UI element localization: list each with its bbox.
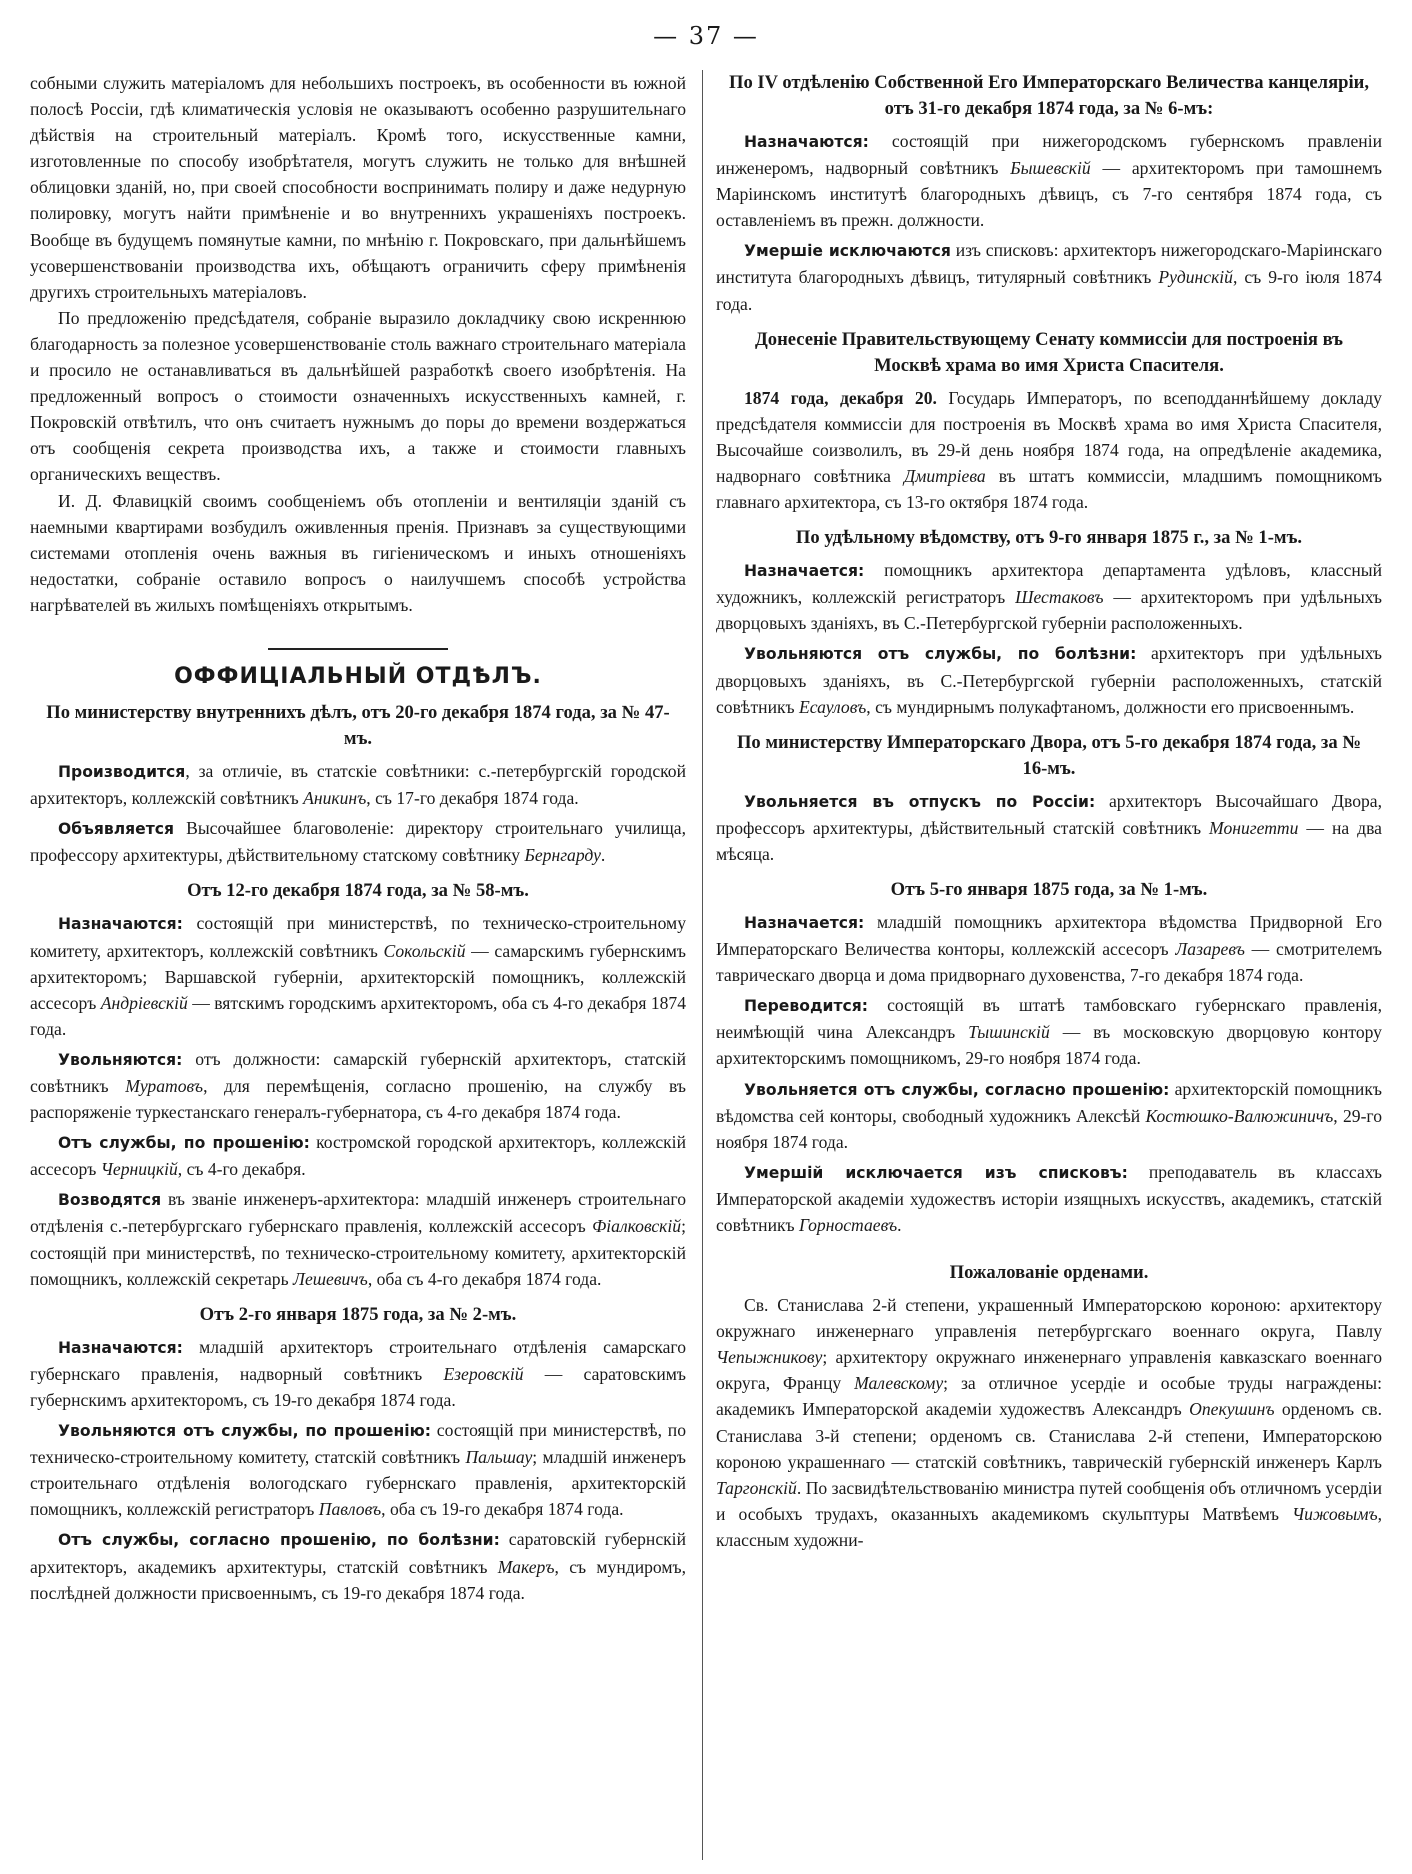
entry-title-elevation: Возводятся въ званіе инженеръ-архитектора: младшій инженеръ строительнаго отдѣленія с.-петербургскаго губернскаго правленія, коллежскій ассесоръ Фіалковскій; состоящій при министерствѣ, по техническо-строительному комитету, архитекторскій помощникъ, коллежскій секретарь Лешевичъ, оба съ 4-го декабря 1874 года. <box>30 1189 686 1289</box>
entry-appointment-lazarev: Назначается: младшій помощникъ архитектора вѣдомства Придворной Его Императорскаго Величества конторы, коллежскій ассесоръ Лазаревъ — смотрителемъ таврическаго дворца и дома придворнаго духовенства, 7-го декабря 1874 года. <box>716 911 1382 986</box>
entry-deceased-gornostaev: Умершій исключается изъ списковъ: преподаватель въ классахъ Императорской академіи художествъ исторіи изящныхъ искусствъ, академикъ, статскій совѣтникъ Горностаевъ. <box>716 1161 1382 1235</box>
entry-dismissal-esaulov: Увольняются отъ службы, по болѣзни: архитекторъ при удѣльныхъ дворцовыхъ зданіяхъ, въ С.-Петербургской губерніи расположенныхъ, статскій совѣтникъ Есауловъ, съ мундирнымъ полукафтаномъ, должности его присвоеннымъ. <box>716 643 1382 717</box>
heading-order-58: Отъ 12-го декабря 1874 года, за № 58-мъ. <box>187 880 529 902</box>
heading-orders-awarded: Пожалованіе орденами. <box>949 1262 1149 1284</box>
entry-appointment-bychevsky: Назначаются: состоящій при нижегородскомъ губернскомъ правленіи инженеромъ, надворный совѣтникъ Бышевскій — архитекторомъ при тамошнемъ Маріинскомъ институтѣ благородныхъ дѣвицъ, съ 7-го сентября 1874 года, съ оставленіемъ въ прежн. должности. <box>716 131 1382 231</box>
heading-order-1: Отъ 5-го января 1875 года, за № 1-мъ. <box>890 878 1208 900</box>
paragraph-thanks: По предложенію предсѣдателя, собраніе выразило докладчику свою искреннюю благодарность за полезное усовершенствованіе столь важнаго строительнаго матеріала и просило не останавливаться въ дальнѣйшей разработкѣ своего изобрѣтенія. На предложенный вопросъ о стоимости означенныхъ искусственныхъ камней, г. Покровскій отвѣтилъ, что онъ считаетъ нужнымъ до поры до времени воздержаться отъ сообщенія секрета производства ихъ, а также и стоимости главныхъ органическихъ веществъ. <box>30 307 686 485</box>
official-section-title: ОФФИЦІАЛЬНЫЙ ОТДѢЛЪ. <box>174 663 542 689</box>
entry-dismissals-58: Увольняются: отъ должности: самарскій губернскій архитекторъ, статскій совѣтникъ Муратовъ, для перемѣщенія, согласно прошенію, на службу въ распоряженіе туркестанскаго генералъ-губернатора, съ 4-го декабря 1874 года. <box>30 1048 687 1123</box>
heading-imperial-court: По министерству Императорскаго Двора, отъ 5-го декабря 1874 года, за № 16-мъ. <box>736 731 1362 779</box>
entry-appointments-58: Назначаются: состоящій при министерствѣ, по техническо-строительному комитету, архитекторъ, коллежскій совѣтникъ Сокольскій — самарскимъ губернскимъ архитекторомъ; Варшавской губерніи, архитекторскій помощникъ, коллежскій ассесоръ Андріевскій — вятскимъ городскимъ архитекторомъ, оба съ 4-го декабря 1874 года. <box>30 913 687 1039</box>
heading-senate-report: Донесеніе Правительствующему Сенату коммиссіи для построенія въ Москвѣ храма во имя Христа Спасителя. <box>755 328 1343 376</box>
section-rule <box>268 648 448 650</box>
heading-order-2: Отъ 2-го января 1875 года, за № 2-мъ. <box>199 1303 517 1325</box>
right-column <box>716 70 1382 1553</box>
entry-commendation: Объявляется Высочайшее благоволеніе: директору строительнаго училища, профессору архитектуры, дѣйствительному статскому совѣтнику Бернгарду. <box>30 818 686 866</box>
paragraph-stone-materials: собными служить матеріаломъ для небольшихъ построекъ, въ особенности въ южной полосѣ Россіи, гдѣ климатическія условія не оказываютъ особенно разрушительнаго дѣйствія на строительный матеріалъ. Кромѣ того, искусственные камни, изготовленные по способу изобрѣтателя, могутъ служить не только для внѣшней облицовки зданій, но, при своей способности воспринимать полиру и даже недурную полировку, могутъ найти примѣненіе и во внутреннихъ украшеніяхъ построекъ. Вообще въ будущемъ помянутые камни, по мнѣнію г. Покровскаго, при дальнѣйшемъ усовершенствованіи производства ихъ, обѣщаютъ ограничить сферу примѣненія другихъ строительныхъ матеріаловъ. <box>30 73 686 302</box>
paragraph-orders: Св. Станислава 2-й степени, украшенный Императорскою короною: архитектору окружнаго инженернаго управленія петербургскаго военнаго округа, Павлу Чепыжникову; архитектору окружнаго инженернаго управленія кавказскаго военнаго округа, Францу Малевскому; за отличное усердіе и особые труды награждены: академикъ Императорской академіи художествъ Александръ Опекушинъ орденомъ св. Станислава 3-й степени; орденомъ св. Станислава 2-й степени, Императорскою короною украшеннаго — статскій совѣтникъ, таврическій губернскій инженеръ Карлъ Таргонскій. По засвидѣтельствованію министра путей сообщенія объ отличномъ усердіи и особыхъ трудахъ, оказанныхъ академикомъ скульптуры Матвѣемъ Чижовымъ, классным художни- <box>716 1295 1382 1550</box>
paragraph-heating: И. Д. Флавицкій своимъ сообщеніемъ объ отопленіи и вентиляціи зданій съ наемными квартирами возбудилъ оживленныя пренія. Признавъ за существующими системами отопленія очень важныя въ гигіеническомъ и иныхъ отношеніяхъ недостатки, собраніе оставило вопросъ о наилучшемъ способѣ устройства нагрѣвателей въ жилыхъ помѣщеніяхъ открытымъ. <box>30 490 686 615</box>
heading-appanage: По удѣльному вѣдомству, отъ 9-го января 1875 г., за № 1-мъ. <box>795 527 1303 549</box>
entry-resignation-request: Отъ службы, по прошенію: костромской городской архитекторъ, коллежскій ассесоръ Черницкій, съ 4-го декабря. <box>30 1132 686 1180</box>
entry-appointments-2: Назначаются: младшій архитекторъ строительнаго отдѣленія самарскаго губернскаго правленія, надворный совѣтникъ Езеровскій — саратовскимъ губернскимъ архитекторомъ, съ 19-го декабря 1874 года. <box>30 1336 686 1410</box>
entry-illness-dismissal: Отъ службы, согласно прошенію, по болѣзни: саратовскій губернскій архитекторъ, академикъ архитектуры, статскій совѣтникъ Макеръ, съ мундиромъ, послѣдней должности присвоеннымъ, съ 19-го декабря 1874 года. <box>30 1529 687 1603</box>
entry-transfer-tyshinsky: Переводится: состоящій въ штатѣ тамбовскаго губернскаго правленія, неимѣющій чина Александръ Тышинскій — въ московскую дворцовую контору архитекторскимъ помощникомъ, 29-го ноября 1874 года. <box>716 995 1382 1069</box>
entry-deceased-rudinsky: Умершіе исключаются изъ списковъ: архитекторъ нижегородскаго-Маріинскаго института благородныхъ дѣвицъ, титулярный совѣтникъ Рудинскій, съ 9-го іюля 1874 года. <box>716 240 1382 314</box>
entry-leave-monighetti: Увольняется въ отпускъ по Россіи: архитекторъ Высочайшаго Двора, профессоръ архитектуры, дѣйствительный статскій совѣтникъ Монигетти — на два мѣсяца. <box>716 790 1382 864</box>
entry-resignation-kostyushko: Увольняется отъ службы, согласно прошенію: архитекторскій помощникъ вѣдомства сей конторы, свободный художникъ Алексѣй Костюшко-Валюжиничъ, 29-го ноября 1874 года. <box>716 1078 1383 1152</box>
heading-interior-ministry: По министерству внутреннихъ дѣлъ, отъ 20-го декабря 1874 года, за № 47-мъ. <box>46 702 670 750</box>
entry-promotion: Производится, за отличіе, въ статскіе совѣтники: с.-петербургскій городской архитекторъ, коллежскій совѣтникъ Аникинъ, съ 17-го декабря 1874 года. <box>30 761 686 809</box>
entry-appointment-shestakov: Назначается: помощникъ архитектора департамента удѣловъ, классный художникъ, коллежскій регистраторъ Шестаковъ — архитекторомъ при удѣльныхъ дворцовыхъ зданіяхъ, въ С.-Петербургской губерніи расположенныхъ. <box>716 560 1382 634</box>
heading-fourth-department: По IV отдѣленію Собственной Его Императорскаго Величества канцеляріи, отъ 31-го декабря 1874 года, за № 6-мъ: <box>728 72 1369 119</box>
column-divider <box>702 70 703 1860</box>
entry-dismissals-2: Увольняются отъ службы, по прошенію: состоящій при министерствѣ, по техническо-строительному комитету, статскій совѣтникъ Пальшау; младшій инженеръ строительнаго отдѣленія вологодскаго губернскаго правленія, архитекторскій помощникъ, коллежскій регистраторъ Павловъ, оба съ 19-го декабря 1874 года. <box>30 1420 686 1520</box>
entry-cathedral-commission: 1874 года, декабря 20. Государь Императоръ, по всеподданнѣйшему докладу предсѣдателя коммиссіи для построенія въ Москвѣ храма во имя Христа Спасителя, Высочайше соизволилъ, въ 29-й день ноября 1874 года, на опредѣленіе академика, надворнаго совѣтника Дмитріева въ штатъ коммиссіи, младшимъ помощникомъ главнаго архитектора, съ 13-го октября 1874 года. <box>716 387 1382 513</box>
page-number: — 37 — <box>653 22 759 50</box>
left-column <box>30 70 686 1606</box>
